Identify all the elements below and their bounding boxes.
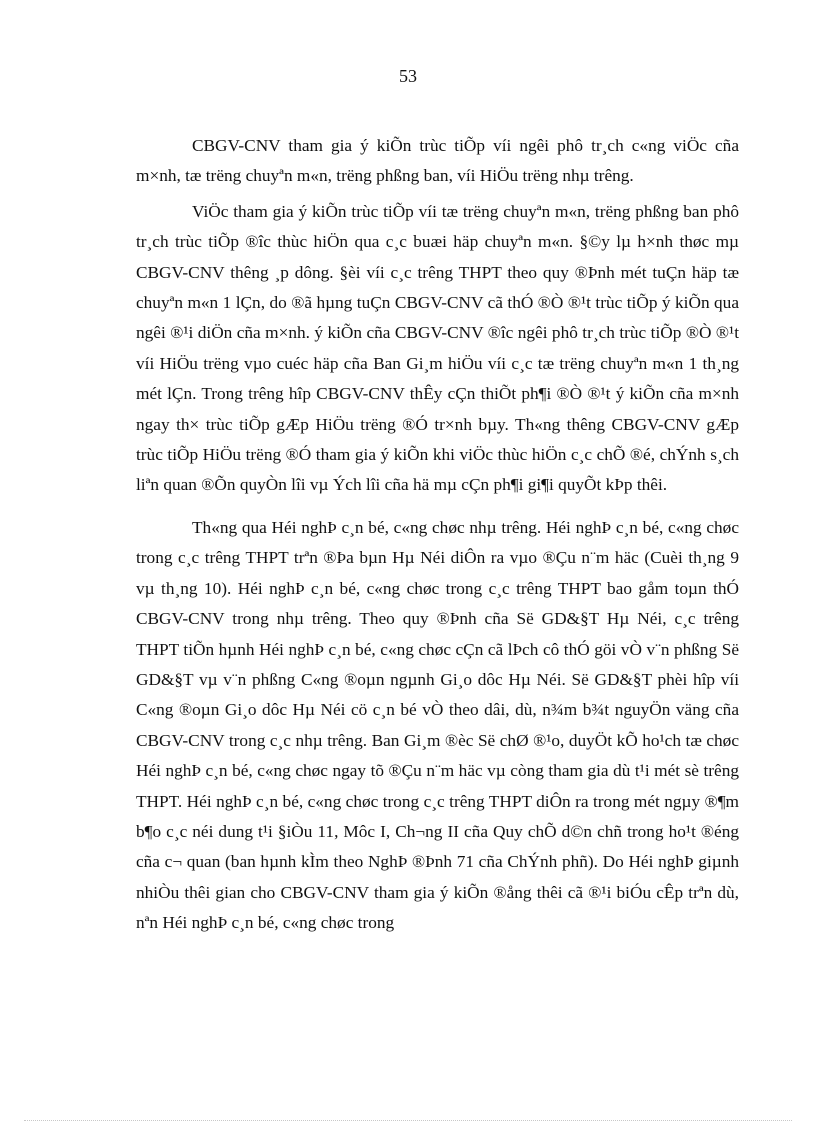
paragraph-staff-conference: Th«ng qua Héi nghÞ c¸n bé, c«ng chøc nhµ trêng. Héi nghÞ c¸n bé, c«ng chøc trong c¸c trêng THPT trªn ®Þa bµn Hµ Néi diÔn ra vµo ®Çu n¨m häc (Cuèi th¸ng 9 vµ th¸ng 10). Héi nghÞ c¸n bé, c«ng chøc trong c¸c trêng THPT bao gåm toµn thÓ CBGV-CNV trong nhµ trêng. Theo quy ®Þnh cña Së GD&§T Hµ Néi, c¸c trêng THPT tiÕn hµnh Héi nghÞ c¸n bé, c«ng chøc cÇn cã lÞch cô thÓ göi vÒ v¨n phßng Së GD&§T vµ v¨n phßng C«ng ®oµn ngµnh Gi¸o dôc Hµ Néi. Së GD&§T phèi hîp víi C«ng ®oµn Gi¸o dôc Hµ Néi cö c¸n bé vÒ theo dâi, dù, n¾m b¾t nguyÖn väng cña CBGV-CNV trong c¸c nhµ trêng. Ban Gi¸m ®èc Së chØ ®¹o, duyÖt kÕ ho¹ch tæ chøc Héi nghÞ c¸n bé, c«ng chøc ngay tõ ®Çu n¨m häc vµ còng tham gia dù t¹i mét sè trêng THPT. Héi nghÞ c¸n bé, c«ng chøc trong c¸c trêng THPT diÔn ra trong mét ngµy ®¶m b¶o c¸c néi dung t¹i §iÒu 11, Môc I, Ch¬ng II cña Quy chÕ d©n chñ trong ho¹t ®éng cña c¬ quan (ban hµnh kÌm theo NghÞ ®Þnh 71 cña ChÝnh phñ). Do Héi nghÞ giµnh nhiÒu thêi gian cho CBGV-CNV tham gia ý kiÕn ®ång thêi cã ®¹i biÓu cÊp trªn dù, nªn Héi nghÞ c¸n bé, c«ng chøc trong (136, 517, 739, 933)
paragraph-feedback-direct: CBGV-CNV tham gia ý kiÕn trùc tiÕp víi ngêi phô tr¸ch c«ng viÖc cña m×nh, tæ trëng chuyªn m«n, trëng phßng ban, víi HiÖu trëng nhµ trêng. (136, 136, 739, 186)
page-bottom-divider (24, 1120, 792, 1121)
paragraph-feedback-meetings: ViÖc tham gia ý kiÕn trùc tiÕp víi tæ trëng chuyªn m«n, trëng phßng ban phô tr¸ch trùc tiÕp ®îc thùc hiÖn qua c¸c buæi häp chuyªn m«n. §©y lµ h×nh thøc mµ CBGV-CNV thêng ¸p dông. §èi víi c¸c trêng THPT theo quy ®Þnh mét tuÇn häp tæ chuyªn m«n 1 lÇn, do ®ã hµng tuÇn CBGV-CNV cã thÓ ®Ò ®¹t trùc tiÕp ý kiÕn qua ngêi ®¹i diÖn cña m×nh. ý kiÕn cña CBGV-CNV ®îc ngêi phô tr¸ch trùc tiÕp ®Ò ®¹t víi HiÖu trëng vµo cuéc häp cña Ban Gi¸m hiÖu víi c¸c tæ trëng chuyªn m«n 1 th¸ng mét lÇn. Trong trêng hîp CBGV-CNV thÊy cÇn thiÕt ph¶i ®Ò ®¹t ý kiÕn cña m×nh ngay th× trùc tiÕp gÆp HiÖu trëng ®Ó tr×nh bµy. Th«ng thêng CBGV-CNV gÆp trùc tiÕp HiÖu trëng ®Ó tham gia ý kiÕn khi viÖc thùc hiÖn c¸c chÕ ®é, chÝnh s¸ch liªn quan ®Õn quyÒn lîi vµ Ých lîi cña hä mµ cÇn ph¶i gi¶i quyÕt kÞp thêi. (136, 201, 739, 495)
page-number: 53 (399, 66, 417, 86)
document-body (136, 131, 739, 939)
